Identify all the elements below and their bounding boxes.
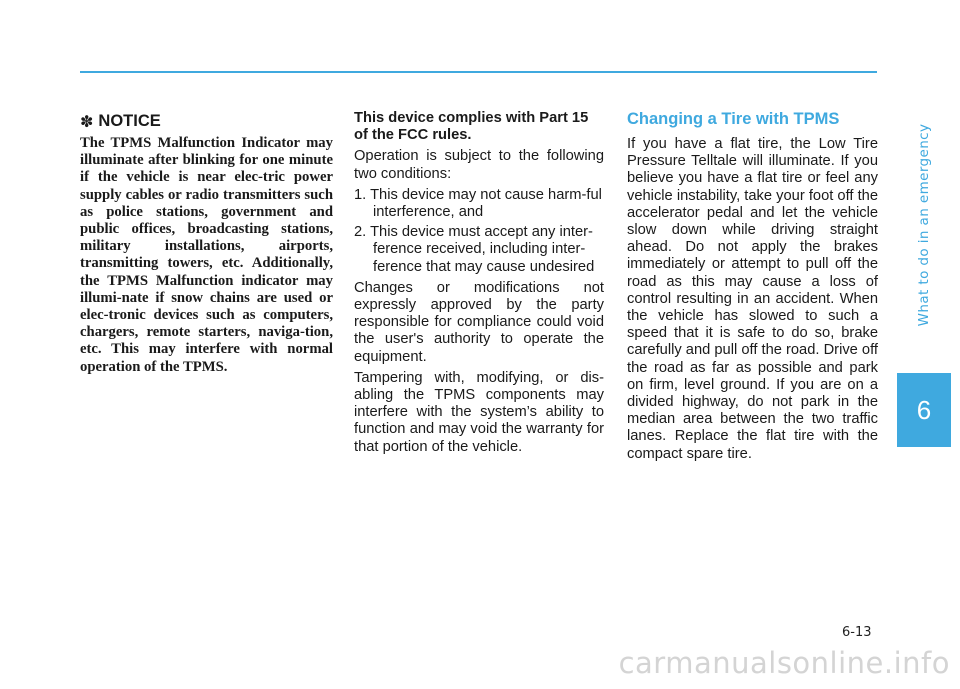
fcc-tampering-paragraph: Tampering with, modifying, or dis-abling the TPMS components may interfere with the system’s ability to function and may void the warranty for that portion of the vehicle. (354, 369, 604, 455)
tire-change-body: If you have a flat tire, the Low Tire Pressure Telltale will illuminate. If you believe you have a flat tire or feel any vehicle instability, take your foot off the accelerator pedal and let the vehicle slow down while driving straight ahead. Do not apply the brakes immediately or attempt to pull off the road as this may cause a loss of control resulting in an accident. When the vehicle has slowed to such a speed that it is safe to do so, brake carefully and pull off the road. Drive off the road as far as possible and park on firm, level ground. If you are on a divided highway, do not park in the median area between the two traffic lanes. Replace the flat tire with the compact spare tire. (627, 136, 878, 462)
fcc-changes-paragraph: Changes or modifications not expressly approved by the party responsible for compliance could void the user's authority to operate the equipment. (354, 279, 604, 365)
fcc-conditions-list (354, 187, 604, 276)
watermark: carmanualsonline.info (618, 646, 950, 680)
chapter-number-tab: 6 (897, 373, 951, 447)
fcc-condition-2: 2. This device must accept any inter-ference received, including inter-ference that may cause undesired (354, 224, 595, 275)
chapter-side-label-text: What to do in an emergency (916, 123, 932, 327)
fcc-column (354, 110, 604, 460)
tire-change-title: Changing a Tire with TPMS (627, 110, 840, 128)
fcc-condition-1: 1. This device may not cause harm-ful interference, and (354, 186, 602, 221)
notice-title: NOTICE (98, 112, 161, 130)
fcc-intro: Operation is subject to the following two conditions: (354, 148, 604, 182)
notice-heading (80, 112, 333, 131)
tire-change-column (627, 110, 878, 467)
notice-star-icon: ✽ (80, 112, 94, 131)
header-rule (80, 71, 877, 73)
page-number: 6-13 (842, 625, 872, 640)
notice-column (80, 110, 333, 376)
notice-body: The TPMS Malfunction Indicator may illuminate after blinking for one minute if the vehicle is near elec-tric power supply cables or radio transmitters such as police stations, government and public offices, broadcasting stations, military installations, airports, transmitting towers, etc. Additionally, the TPMS Malfunction indicator may illumi-nate if snow chains are used or elec-tronic devices such as computers, chargers, remote starters, naviga-tion, etc. This may interfere with normal operation of the TPMS. (80, 135, 333, 375)
fcc-heading: This device complies with Part 15 of the FCC rules. (354, 110, 589, 144)
chapter-side-label (897, 75, 951, 375)
